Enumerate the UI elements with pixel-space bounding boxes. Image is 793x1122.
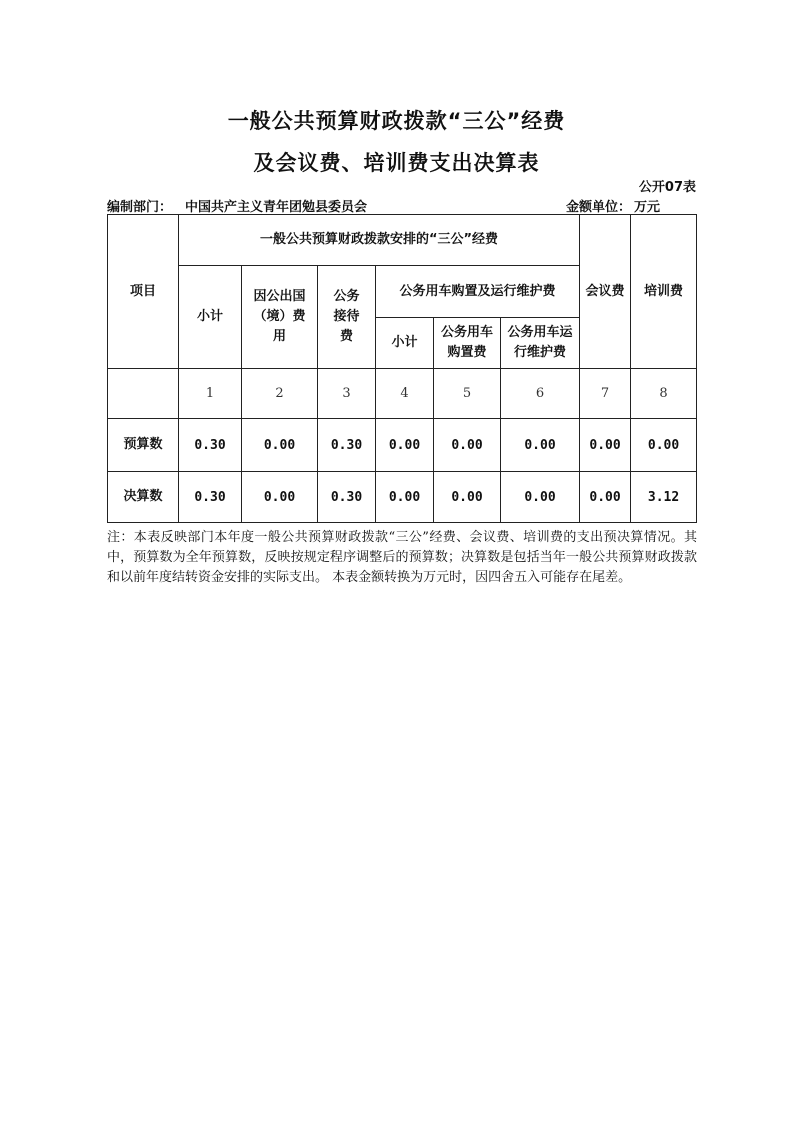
column-number: 5: [434, 369, 501, 419]
budget-value: 0.00: [580, 419, 631, 472]
actual-value: 0.00: [376, 472, 434, 523]
actual-value: 0.30: [179, 472, 242, 523]
header-reception: 公务接待费: [318, 266, 376, 369]
column-number: 3: [318, 369, 376, 419]
budget-value: 0.30: [179, 419, 242, 472]
header-sangong-group: 一般公共预算财政拨款安排的“三公”经费: [179, 215, 580, 266]
header-subtotal: 小计: [179, 266, 242, 369]
actual-value: 0.30: [318, 472, 376, 523]
column-number: 4: [376, 369, 434, 419]
expense-table: [107, 214, 697, 523]
header-vehicle-subtotal: 小计: [376, 318, 434, 369]
header-meeting: 会议费: [580, 215, 631, 369]
row-label-actual: 决算数: [108, 472, 179, 523]
budget-value: 0.00: [242, 419, 318, 472]
actual-value: 0.00: [501, 472, 580, 523]
column-number: 7: [580, 369, 631, 419]
actual-value: 0.00: [580, 472, 631, 523]
table-code: 公开07表: [638, 180, 696, 195]
budget-value: 0.00: [501, 419, 580, 472]
unit-value: 万元: [634, 200, 661, 215]
footnote: 注：本表反映部门本年度一般公共预算财政拨款“三公”经费、会议费、培训费的支出预决算情况。其中，预算数为全年预算数，反映按规定程序调整后的预算数；决算数是包括当年一般公共预算财政拨款和以前年度结转资金安排的实际支出。 本表金额转换为万元时，因四舍五入可能存在尾差。: [107, 530, 697, 585]
header-vehicle-group: 公务用车购置及运行维护费: [376, 266, 580, 318]
actual-value: 0.00: [242, 472, 318, 523]
budget-value: 0.00: [434, 419, 501, 472]
unit-label: 金额单位：: [566, 200, 632, 215]
title-line-2: 及会议费、培训费支出决算表: [253, 151, 540, 175]
column-number: 1: [179, 369, 242, 419]
header-training: 培训费: [631, 215, 697, 369]
actual-value: 3.12: [631, 472, 697, 523]
actual-value: 0.00: [434, 472, 501, 523]
row-label-budget: 预算数: [108, 419, 179, 472]
header-item: 项目: [108, 215, 179, 369]
budget-value: 0.00: [376, 419, 434, 472]
budget-value: 0.00: [631, 419, 697, 472]
dept-label: 编制部门：: [107, 200, 173, 215]
header-abroad: 因公出国（境）费用: [242, 266, 318, 369]
column-number: 6: [501, 369, 580, 419]
budget-value: 0.30: [318, 419, 376, 472]
title-line-1: 一般公共预算财政拨款“三公”经费: [227, 109, 566, 133]
index-blank: [108, 369, 179, 419]
table-row-actual: [108, 472, 697, 523]
column-number: 8: [631, 369, 697, 419]
dept-name: 中国共产主义青年团勉县委员会: [185, 200, 368, 215]
column-number: 2: [242, 369, 318, 419]
header-vehicle-operation: 公务用车运行维护费: [501, 318, 580, 369]
header-vehicle-purchase: 公务用车购置费: [434, 318, 501, 369]
table-row-budget: [108, 419, 697, 472]
